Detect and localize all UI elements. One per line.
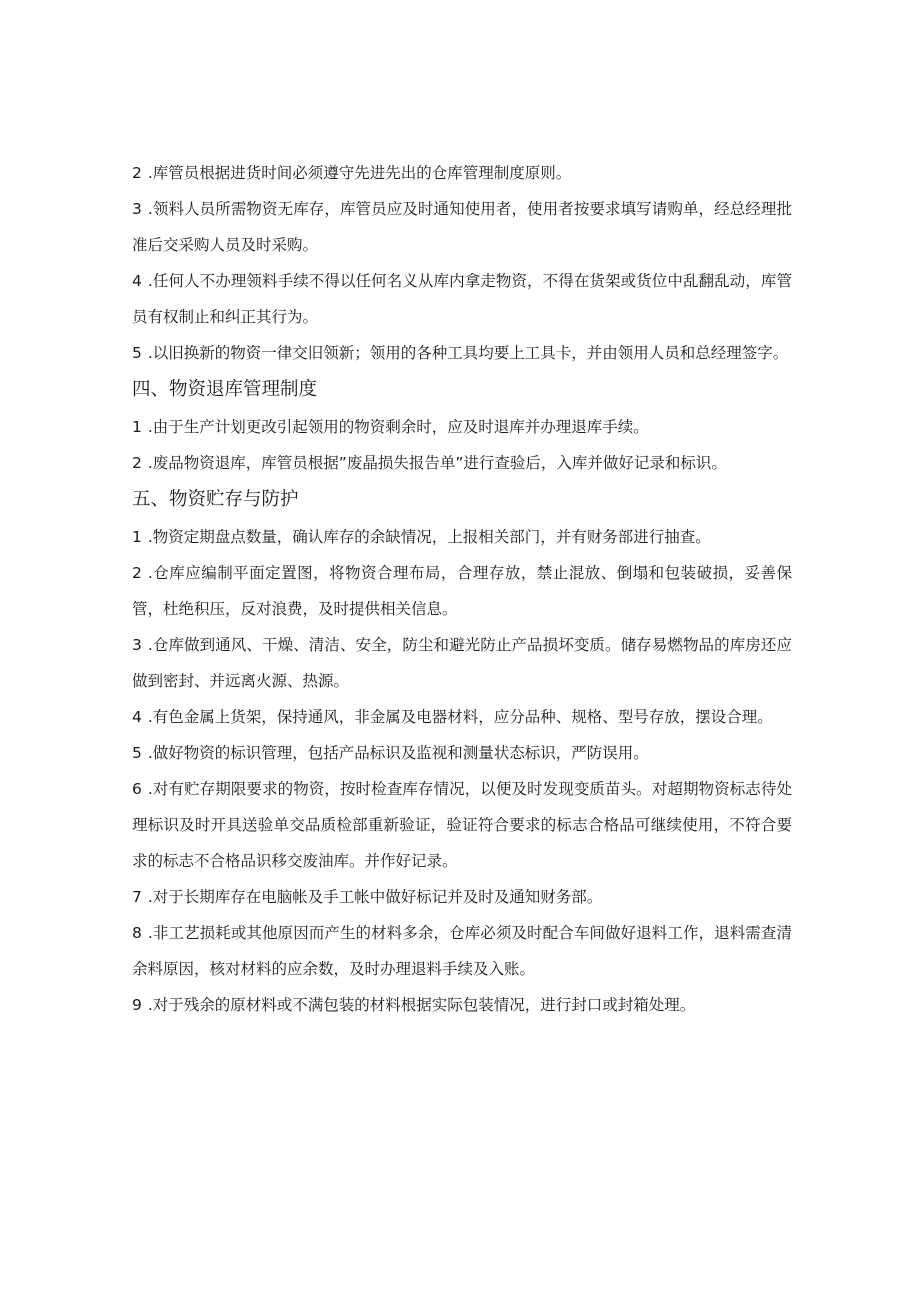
list-item [132,879,792,915]
item-text: .有色金属上货架，保持通风，非金属及电器材料，应分品种、规格、型号存放，摆设合理。 [147,708,773,726]
item-number: 5 [132,344,142,362]
item-text: .废品物资退库，库管员根据”废晶损失报告单”进行查验后，入库并做好记录和标识。 [147,454,727,472]
list-item [132,735,792,771]
item-number: 4 [132,708,142,726]
item-text: .对于残余的原材料或不满包装的材料根据实际包装情况，进行封口或封箱处理。 [147,996,696,1014]
item-number: 1 [132,418,142,436]
item-text: .任何人不办理领料手续不得以任何名义从库内拿走物资，不得在货架或货位中乱翻乱动，库管员有权制止和纠正其行为。 [132,272,792,326]
item-number: 1 [132,528,142,546]
item-text: .以旧换新的物资一律交旧领新；领用的各种工具均要上工具卡，并由领用人员和总经理签字。 [147,344,789,362]
item-number: 2 [132,164,142,182]
list-item [132,191,792,263]
section-heading-return: 四、物资退库管理制度 [132,379,318,400]
item-text: .领料人员所需物资无库存，库管员应及时通知使用者，使用者按要求填写请购单，经总经理批准后交采购人员及时采购。 [132,200,792,254]
list-item [132,555,792,627]
item-text: .物资定期盘点数量，确认库存的余缺情况，上报相关部门，并有财务部进行抽查。 [147,528,711,546]
item-number: 3 [132,200,142,218]
item-number: 4 [132,272,142,290]
list-item [132,263,792,335]
item-text: .非工艺损耗或其他原因而产生的材料多余，仓库必须及时配合车间做好退料工作，退料需查清余料原因，核对材料的应余数，及时办理退料手续及入账。 [132,924,792,978]
list-item [132,335,792,371]
item-text: .对于长期库存在电脑帐及手工帐中做好标记并及时及通知财务部。 [147,888,603,906]
section-heading-storage: 五、物资贮存与防护 [132,489,299,510]
list-item [132,699,792,735]
item-number: 2 [132,564,142,582]
item-text: .库管员根据进货时间必须遵守先进先出的仓库管理制度原则。 [147,164,572,182]
item-number: 2 [132,454,142,472]
list-item [132,155,792,191]
document-page [132,155,792,1023]
list-item [132,409,792,445]
item-number: 6 [132,780,142,798]
item-text: .仓库应编制平面定置图，将物资合理布局，合理存放，禁止混放、倒塌和包装破损，妥善保管，杜绝积压，反对浪费，及时提供相关信息。 [132,564,792,618]
item-number: 3 [132,636,142,654]
item-number: 7 [132,888,142,906]
item-text: .做好物资的标识管理，包括产品标识及监视和测量状态标识，严防误用。 [147,744,649,762]
list-item [132,771,792,879]
item-number: 5 [132,744,142,762]
list-item [132,987,792,1023]
list-item [132,519,792,555]
item-number: 9 [132,996,142,1014]
item-number: 8 [132,924,142,942]
list-item [132,627,792,699]
item-text: .对有贮存期限要求的物资，按时检查库存情况，以便及时发现变质苗头。对超期物资标志待处理标识及时开具送验单交品质检部重新验证，验证符合要求的标志合格品可继续使用，不符合要求的标志不合格品识移交废油库。并作好记录。 [132,780,792,870]
item-text: .由于生产计划更改引起领用的物资剩余时，应及时退库并办理退库手续。 [147,418,649,436]
list-item [132,445,792,481]
list-item [132,915,792,987]
item-text: .仓库做到通风、干燥、清洁、安全，防尘和避光防止产品损坏变质。储存易燃物品的库房还应做到密封、并远离火源、热源。 [132,636,792,690]
